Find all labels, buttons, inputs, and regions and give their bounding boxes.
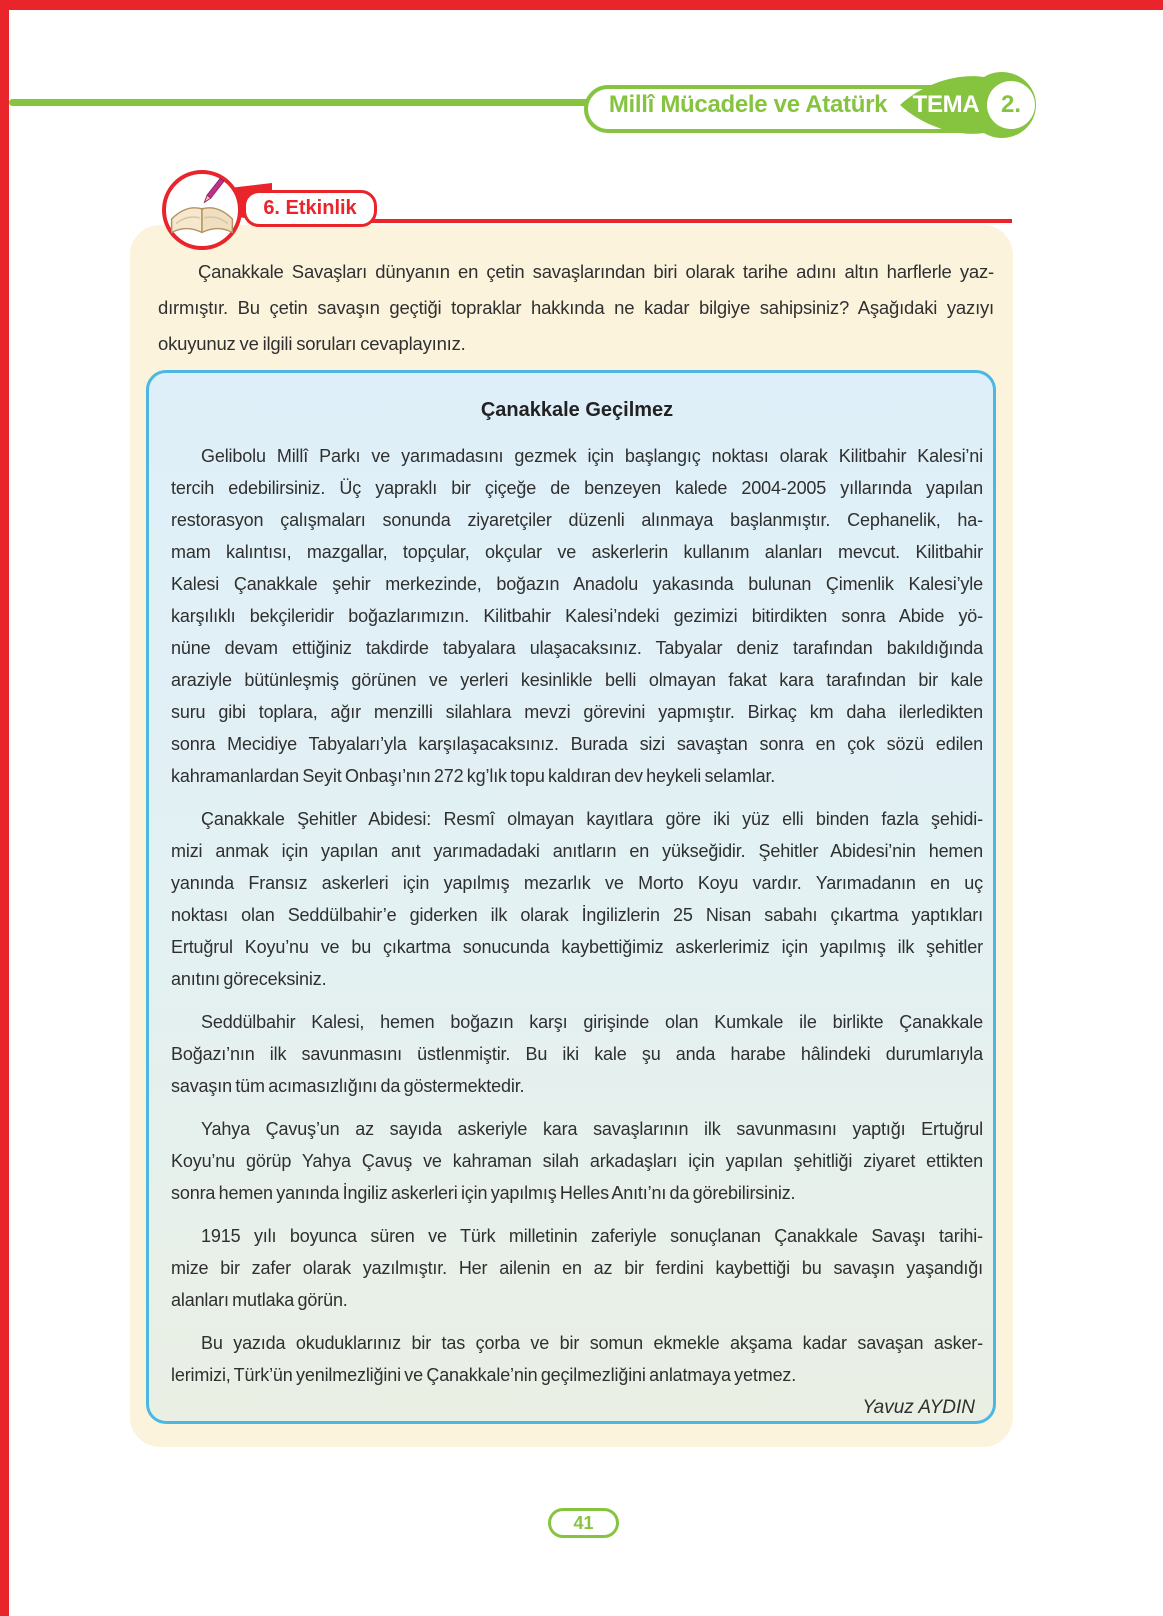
text-line: lerimizi, Türk’ün yenilmezliğini ve Çanakkale’nin geçilmezliğini anlatmaya yetmez. — [171, 1365, 797, 1385]
text-line: Seddülbahir Kalesi, hemen boğazın karşı girişinde olan Kumkale ile birlikte Çanakkale — [201, 1012, 983, 1032]
text-line: okuyunuz ve ilgili soruları cevaplayınız. — [158, 333, 466, 354]
paragraph — [171, 1113, 983, 1209]
text-line: araziyle bütünleşmiş görünen ve yerleri kesinlikle belli olmayan fakat kara tarafından bir kale — [171, 670, 983, 690]
author-signature: Yavuz AYDIN — [862, 1397, 975, 1418]
text-line: mize bir zafer olarak yazılmıştır. Her ailenin en az bir ferdini kaybettiği bu savaşın yaşandığı — [171, 1258, 983, 1278]
activity-icon-circle — [162, 170, 242, 250]
text-line: suru gibi toplara, ağır menzilli silahlara mevzi görevini yapmıştır. Birkaç km daha ilerledikten — [171, 702, 983, 722]
text-line: Kalesi Çanakkale şehir merkezinde, boğazın Anadolu yakasında bulunan Çimenlik Kalesi’yle — [171, 574, 983, 594]
text-line: mizi anmak için yapılan anıt yarımadadaki anıtların en yükseğidir. Şehitler Abidesi’nin hemen — [171, 841, 983, 861]
text-line: karşılıklı bekçileridir boğazlarımızın. Kilitbahir Kalesi’ndeki gezimizi bitirdikten sonra Abide yö- — [171, 606, 983, 626]
text-line: restorasyon çalışmaları sonunda ziyaretçiler düzenli alınmaya başlanmıştır. Cephanelik, ha- — [171, 510, 983, 530]
open-book-pencil-icon — [166, 174, 238, 246]
text-line: sonra hemen yanında İngiliz askerleri için yapılmış Helles Anıtı’nı da görebilirsiniz. — [171, 1183, 796, 1203]
text-line: Çanakkale Savaşları dünyanın en çetin savaşlarından biri olarak tarihe adını altın harflerle yaz- — [198, 261, 994, 282]
text-line: dırmıştır. Bu çetin savaşın geçtiği topraklar hakkında ne kadar bilgiye sahipsiniz? Aşağıdaki yazıyı — [158, 297, 994, 318]
text-line: Bu yazıda okuduklarınız bir tas çorba ve bir somun ekmekle akşama kadar savaşan asker- — [201, 1333, 983, 1353]
reading-text-box — [146, 370, 996, 1424]
text-line: yanında Fransız askerleri için yapılmış mezarlık ve Morto Koyu vardır. Yarımadanın en uç — [171, 873, 983, 893]
page-number-badge: 41 — [548, 1508, 619, 1538]
text-line: Ertuğrul Koyu’nu ve bu çıkartma sonucunda kaybettiğimiz askerlerimiz için yapılmış ilk şehitler — [171, 937, 983, 957]
text-line: tercih edebilirsiniz. Üç yapraklı bir çiçeğe de benzeyen kalede 2004-2005 yıllarında yapılan — [171, 478, 983, 498]
text-line: Gelibolu Millî Parkı ve yarımadasını gezmek için başlangıç noktası olarak Kilitbahir Kalesi’ni — [201, 446, 983, 466]
text-line: anıtını göreceksiniz. — [171, 969, 327, 989]
paragraph — [171, 803, 983, 995]
text-line: alanları mutlaka görün. — [171, 1290, 348, 1310]
text-line: kahramanlardan Seyit Onbaşı’nın 272 kg’lık topu kaldıran dev heykeli selamlar. — [171, 766, 776, 786]
theme-header-badge — [584, 70, 1054, 142]
paragraph — [171, 440, 983, 792]
text-line: nüne devam ettiğiniz takdirde tabyalara ulaşacaksınız. Tabyalar deniz tarafından bakıldığında — [171, 638, 983, 658]
text-line: Koyu’nu görüp Yahya Çavuş ve kahraman silah arkadaşları için yapılan şehitliği ziyaret ettikten — [171, 1151, 983, 1171]
text-line: sonra Mecidiye Tabyaları’yla karşılaşacaksınız. Burada sizi savaştan sonra en çok sözü edilen — [171, 734, 983, 754]
activity-badge: 6. Etkinlik — [243, 190, 377, 227]
paragraph — [171, 1006, 983, 1102]
header-rule — [9, 99, 591, 106]
activity-panel — [130, 225, 1013, 1447]
reading-title: Çanakkale Geçilmez — [480, 399, 674, 421]
tema-label: TEMA — [912, 91, 980, 118]
tema-number-circle: 2. — [987, 81, 1035, 129]
activity-intro-text — [158, 254, 994, 362]
text-line: Boğazı’nın ilk savunmasını üstlenmiştir. Bu iki kale şu anda harabe hâlindeki durumlarıyla — [171, 1044, 983, 1064]
activity-rule — [300, 219, 1012, 223]
paragraph — [158, 254, 994, 362]
paragraph — [171, 1220, 983, 1316]
text-line: noktası olan Seddülbahir’e giderken ilk olarak İngilizlerin 25 Nisan sabahı çıkartma yaptıkları — [171, 905, 983, 925]
text-line: savaşın tüm acımasızlığını da göstermektedir. — [171, 1076, 525, 1096]
page-left-border — [0, 0, 9, 1616]
text-line: 1915 yılı boyunca süren ve Türk milletinin zaferiyle sonuçlanan Çanakkale Savaşı tarihi- — [201, 1226, 983, 1246]
theme-title: Millî Mücadele ve Atatürk — [608, 91, 888, 118]
reading-body — [171, 440, 983, 1391]
text-line: mam kalıntısı, mazgallar, topçular, okçular ve askerlerin kullanım alanları mevcut. Kilitbahir — [171, 542, 983, 562]
page-top-border — [0, 0, 1163, 10]
text-line: Çanakkale Şehitler Abidesi: Resmî olmayan kayıtlara göre iki yüz elli binden fazla şehidi- — [201, 809, 983, 829]
paragraph — [171, 1327, 983, 1391]
text-line: Yahya Çavuş’un az sayıda askeriyle kara savaşlarının ilk savunmasını yaptığı Ertuğrul — [201, 1119, 983, 1139]
